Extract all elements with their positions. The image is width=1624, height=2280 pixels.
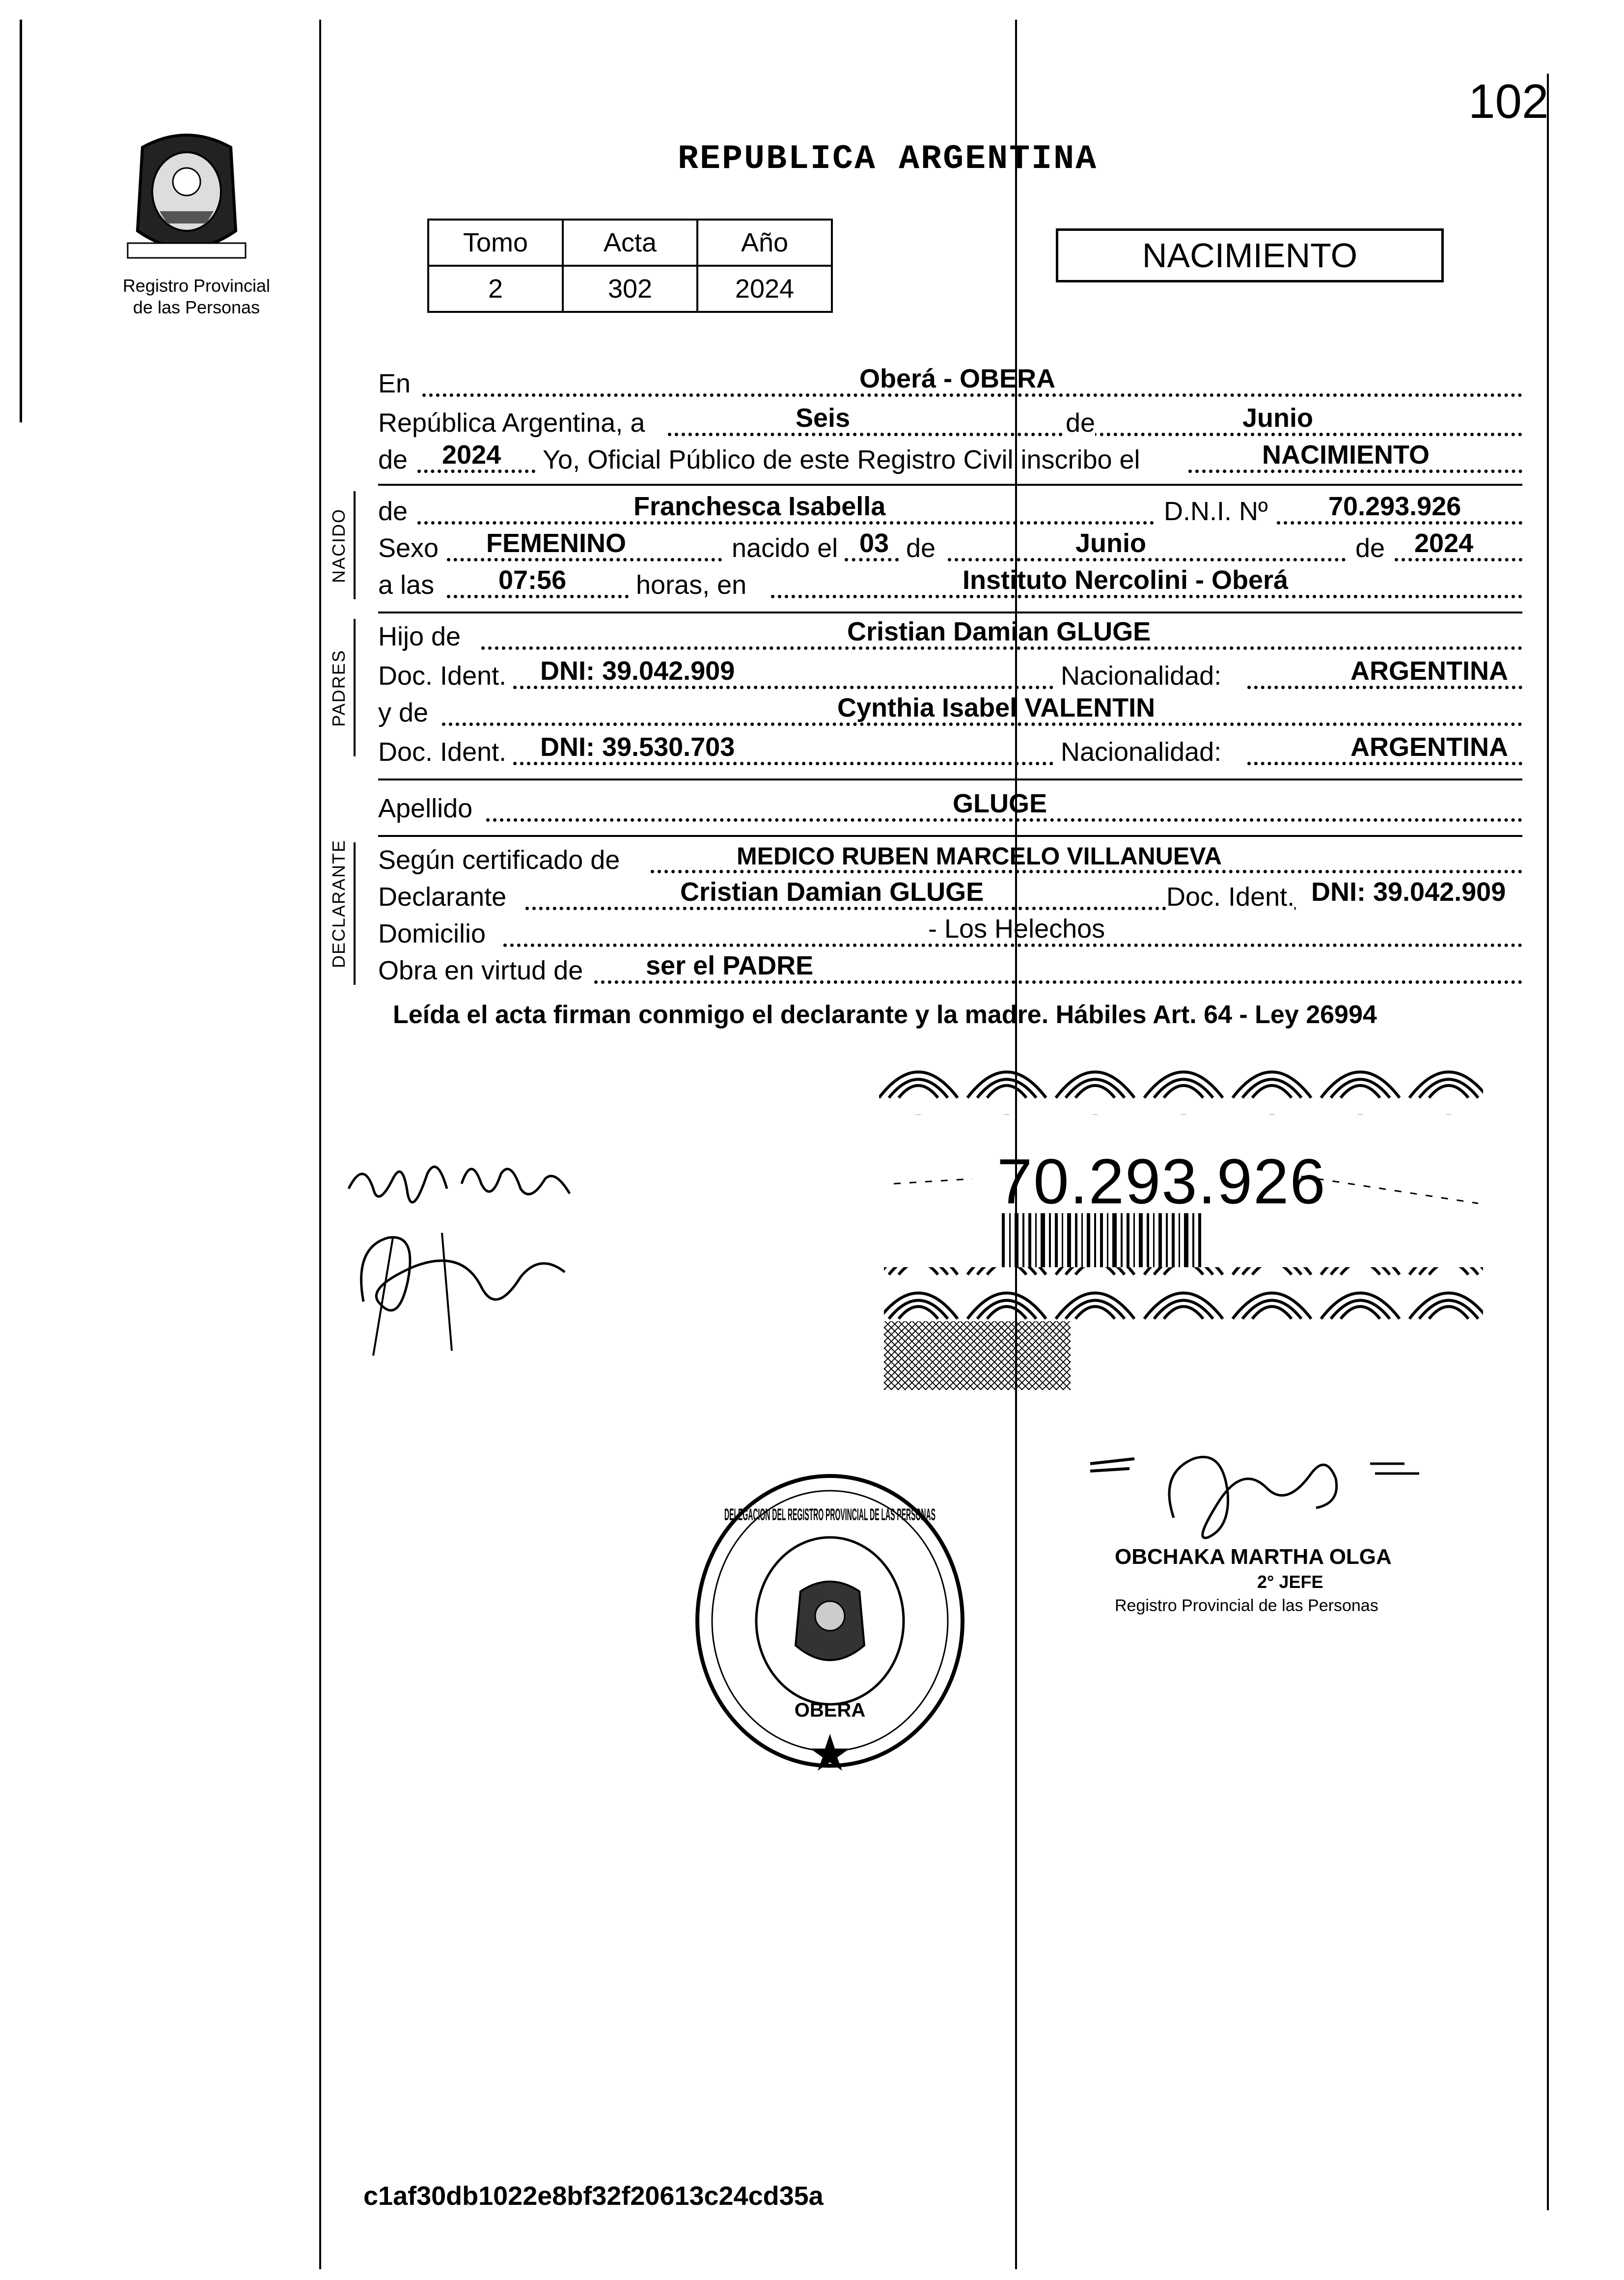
ano-header: Año xyxy=(697,220,832,266)
father-doc-row xyxy=(378,656,1522,694)
born-name-value: Franchesca Isabella xyxy=(633,492,886,521)
country-label: República Argentina, a xyxy=(378,408,645,438)
registration-row xyxy=(378,440,1522,478)
time-value: 07:56 xyxy=(498,565,567,595)
reference-table xyxy=(427,219,833,313)
acta-header: Acta xyxy=(563,220,697,266)
father-name-value: Cristian Damian GLUGE xyxy=(847,617,1151,646)
year-value: 2024 xyxy=(442,440,501,470)
certificate-label: Según certificado de xyxy=(378,845,620,875)
born-section-label: NACIDO xyxy=(329,508,349,584)
dni-stamp-number: 70.293.926 xyxy=(997,1145,1326,1217)
capacity-value: ser el PADRE xyxy=(646,951,814,980)
address-value: - Los Helechos xyxy=(928,914,1105,944)
registry-delegation-seal-icon xyxy=(688,1469,972,1773)
father-row xyxy=(378,616,1522,655)
capacity-row xyxy=(378,950,1522,989)
mother-doc-row xyxy=(378,732,1522,770)
certificate-value: MEDICO RUBEN MARCELO VILLANUEVA xyxy=(737,842,1222,870)
mother-doc-label: Doc. Ident. xyxy=(378,737,507,767)
born-year-value: 2024 xyxy=(1414,528,1474,558)
seal-text: DELEGACION DEL REGISTRO PROVINCIAL DE LAS PERSONAS xyxy=(724,1505,936,1524)
and-of-label: y de xyxy=(378,698,429,727)
surname-row xyxy=(378,788,1522,827)
surname-value: GLUGE xyxy=(953,789,1047,818)
parents-section-label: PADRES xyxy=(329,649,349,727)
declarant-doc-value: DNI: 39.042.909 xyxy=(1311,877,1506,907)
document-hash: c1af30db1022e8bf32f20613c24cd35a xyxy=(363,2181,824,2211)
act-type-box: NACIMIENTO xyxy=(1056,228,1444,282)
right-edge-line xyxy=(1547,74,1549,2210)
born-of-label: de xyxy=(906,533,936,563)
act-value: NACIMIENTO xyxy=(1262,440,1430,470)
surname-top-rule xyxy=(378,779,1522,780)
born-name-row xyxy=(378,491,1522,529)
official-office: Registro Provincial de las Personas xyxy=(1115,1596,1378,1615)
address-row xyxy=(378,914,1522,952)
surname-label: Apellido xyxy=(378,794,473,823)
registry-caption xyxy=(98,275,295,318)
mother-doc-value: DNI: 39.530.703 xyxy=(540,732,735,762)
declarant-section-top-rule xyxy=(378,835,1522,837)
declarant-doc-label: Doc. Ident. xyxy=(1166,882,1295,912)
closing-statement: Leída el acta firman conmigo el declarante y la madre. Hábiles Art. 64 - Ley 26994 xyxy=(393,1001,1377,1029)
born-year-label: de xyxy=(1355,533,1385,563)
parents-signatures-icon xyxy=(334,1140,609,1370)
page-number: 102 xyxy=(1468,74,1549,128)
provincial-coat-of-arms-icon xyxy=(113,118,260,265)
official-signature-icon xyxy=(1080,1444,1434,1557)
birth-place-value: Instituto Nercolini - Oberá xyxy=(963,565,1289,595)
month-of-label: de xyxy=(1066,408,1096,438)
binding-line xyxy=(319,20,321,2269)
born-sex-row xyxy=(378,528,1522,566)
declarant-row xyxy=(378,877,1522,915)
country-title: REPUBLICA ARGENTINA xyxy=(678,140,1098,179)
official-name: OBCHAKA MARTHA OLGA xyxy=(1115,1545,1392,1569)
declarant-value: Cristian Damian GLUGE xyxy=(680,877,984,907)
dni-label: D.N.I. Nº xyxy=(1164,497,1268,526)
mother-nationality-label: Nacionalidad: xyxy=(1061,737,1222,767)
ano-value: 2024 xyxy=(697,266,832,312)
born-month-value: Junio xyxy=(1075,528,1146,558)
place-label: En xyxy=(378,369,411,398)
mother-name-value: Cynthia Isabel VALENTIN xyxy=(837,693,1156,723)
born-name-label: de xyxy=(378,497,408,526)
registration-statement: Yo, Oficial Público de este Registro Civil inscribo el xyxy=(543,445,1140,474)
declarant-section-label: DECLARANTE xyxy=(329,839,349,968)
born-dni-value: 70.293.926 xyxy=(1328,492,1461,521)
registry-caption-line-2: de las Personas xyxy=(133,297,260,317)
father-doc-value: DNI: 39.042.909 xyxy=(540,656,735,686)
left-edge-line xyxy=(20,20,22,422)
father-doc-label: Doc. Ident. xyxy=(378,661,507,691)
mother-nationality-value: ARGENTINA xyxy=(1350,732,1508,762)
address-label: Domicilio xyxy=(378,919,486,948)
registry-caption-line-1: Registro Provincial xyxy=(122,276,271,296)
month-value: Junio xyxy=(1242,403,1313,433)
parents-section-top-rule xyxy=(378,612,1522,613)
father-nationality-label: Nacionalidad: xyxy=(1061,661,1222,691)
child-of-label: Hijo de xyxy=(378,622,461,651)
seal-city: OBERA xyxy=(794,1699,866,1721)
place-row xyxy=(378,363,1522,402)
certificate-row xyxy=(378,840,1522,878)
tomo-value: 2 xyxy=(428,266,563,312)
born-section-top-rule xyxy=(378,484,1522,486)
capacity-label: Obra en virtud de xyxy=(378,956,583,985)
acta-value: 302 xyxy=(563,266,697,312)
dni-security-stamp-icon xyxy=(874,1056,1493,1395)
hours-label: horas, en xyxy=(636,570,747,600)
tomo-header: Tomo xyxy=(428,220,563,266)
date-row xyxy=(378,403,1522,441)
declarant-label: Declarante xyxy=(378,882,507,912)
father-nationality-value: ARGENTINA xyxy=(1350,656,1508,686)
born-day-value: 03 xyxy=(859,528,889,558)
time-label: a las xyxy=(378,570,435,600)
year-of-label: de xyxy=(378,445,408,474)
day-value: Seis xyxy=(796,403,851,433)
sex-label: Sexo xyxy=(378,533,439,563)
born-on-label: nacido el xyxy=(732,533,838,563)
mother-row xyxy=(378,693,1522,731)
born-time-row xyxy=(378,565,1522,603)
official-role: 2° JEFE xyxy=(1257,1572,1323,1592)
place-value: Oberá - OBERA xyxy=(859,364,1056,393)
sex-value: FEMENINO xyxy=(486,528,627,558)
